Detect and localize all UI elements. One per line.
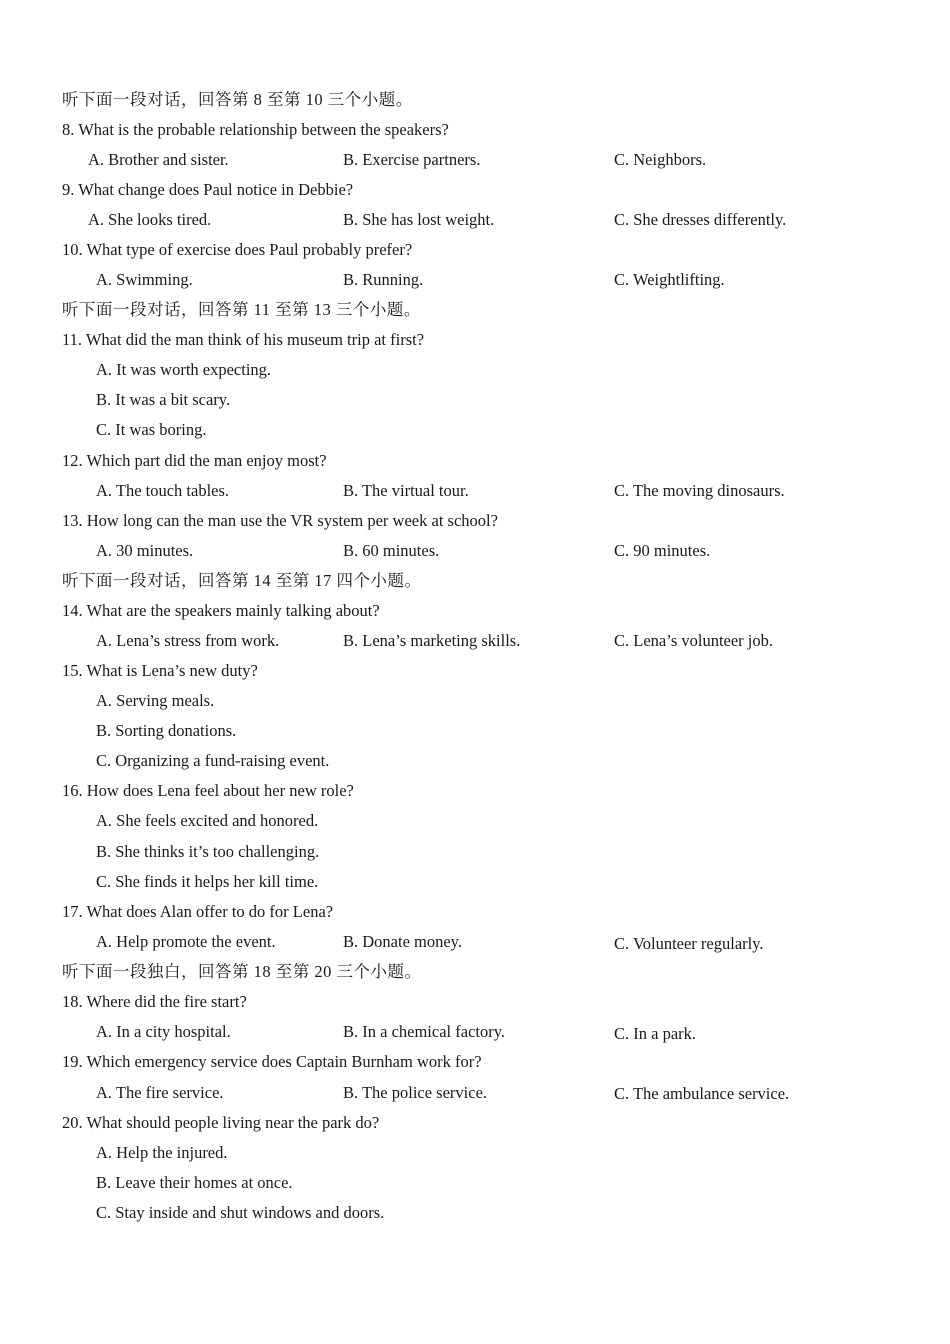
question-17: 17. What does Alan offer to do for Lena? bbox=[62, 902, 334, 921]
option-19-a: A. The fire service. bbox=[96, 1083, 224, 1102]
option-9-c: C. She dresses differently. bbox=[614, 210, 787, 229]
option-13-b: B. 60 minutes. bbox=[343, 541, 440, 560]
option-9-a: A. She looks tired. bbox=[88, 210, 212, 229]
option-15-a: A. Serving meals. bbox=[96, 691, 215, 710]
section-heading: 听下面一段对话，回答第 11 至第 13 三个小题。 bbox=[62, 300, 421, 319]
option-11-c: C. It was boring. bbox=[96, 420, 207, 439]
question-10: 10. What type of exercise does Paul probably prefer? bbox=[62, 240, 413, 259]
option-11-b: B. It was a bit scary. bbox=[96, 390, 231, 409]
option-12-b: B. The virtual tour. bbox=[343, 481, 469, 500]
option-17-c: C. Volunteer regularly. bbox=[614, 934, 764, 953]
option-20-a: A. Help the injured. bbox=[96, 1143, 228, 1162]
option-16-a: A. She feels excited and honored. bbox=[96, 811, 319, 830]
question-12: 12. Which part did the man enjoy most? bbox=[62, 451, 327, 470]
option-11-a: A. It was worth expecting. bbox=[96, 360, 272, 379]
option-15-c: C. Organizing a fund-raising event. bbox=[96, 751, 330, 770]
option-17-b: B. Donate money. bbox=[343, 932, 462, 951]
option-18-b: B. In a chemical factory. bbox=[343, 1022, 506, 1041]
question-20: 20. What should people living near the park do? bbox=[62, 1113, 380, 1132]
question-9: 9. What change does Paul notice in Debbie? bbox=[62, 180, 354, 199]
option-8-a: A. Brother and sister. bbox=[88, 150, 229, 169]
option-14-c: C. Lena’s volunteer job. bbox=[614, 631, 774, 650]
section-heading: 听下面一段独白，回答第 18 至第 20 三个小题。 bbox=[62, 962, 422, 981]
section-heading: 听下面一段对话，回答第 14 至第 17 四个小题。 bbox=[62, 571, 422, 590]
option-20-b: B. Leave their homes at once. bbox=[96, 1173, 293, 1192]
question-16: 16. How does Lena feel about her new role? bbox=[62, 781, 354, 800]
question-18: 18. Where did the fire start? bbox=[62, 992, 247, 1011]
question-19: 19. Which emergency service does Captain Burnham work for? bbox=[62, 1052, 482, 1071]
option-12-c: C. The moving dinosaurs. bbox=[614, 481, 785, 500]
question-15: 15. What is Lena’s new duty? bbox=[62, 661, 258, 680]
option-20-c: C. Stay inside and shut windows and doors. bbox=[96, 1203, 385, 1222]
option-8-b: B. Exercise partners. bbox=[343, 150, 481, 169]
option-13-c: C. 90 minutes. bbox=[614, 541, 711, 560]
option-10-c: C. Weightlifting. bbox=[614, 270, 725, 289]
section-heading: 听下面一段对话，回答第 8 至第 10 三个小题。 bbox=[62, 90, 413, 109]
question-14: 14. What are the speakers mainly talking about? bbox=[62, 601, 380, 620]
option-10-a: A. Swimming. bbox=[96, 270, 193, 289]
option-14-a: A. Lena’s stress from work. bbox=[96, 631, 280, 650]
question-11: 11. What did the man think of his museum trip at first? bbox=[62, 330, 425, 349]
option-19-b: B. The police service. bbox=[343, 1083, 488, 1102]
option-14-b: B. Lena’s marketing skills. bbox=[343, 631, 521, 650]
option-12-a: A. The touch tables. bbox=[96, 481, 230, 500]
option-16-b: B. She thinks it’s too challenging. bbox=[96, 842, 320, 861]
option-8-c: C. Neighbors. bbox=[614, 150, 707, 169]
option-17-a: A. Help promote the event. bbox=[96, 932, 276, 951]
option-13-a: A. 30 minutes. bbox=[96, 541, 194, 560]
option-16-c: C. She finds it helps her kill time. bbox=[96, 872, 319, 891]
option-15-b: B. Sorting donations. bbox=[96, 721, 237, 740]
option-9-b: B. She has lost weight. bbox=[343, 210, 495, 229]
question-8: 8. What is the probable relationship between the speakers? bbox=[62, 120, 449, 139]
option-10-b: B. Running. bbox=[343, 270, 424, 289]
option-18-a: A. In a city hospital. bbox=[96, 1022, 231, 1041]
option-18-c: C. In a park. bbox=[614, 1024, 697, 1043]
question-13: 13. How long can the man use the VR system per week at school? bbox=[62, 511, 498, 530]
option-19-c: C. The ambulance service. bbox=[614, 1084, 790, 1103]
